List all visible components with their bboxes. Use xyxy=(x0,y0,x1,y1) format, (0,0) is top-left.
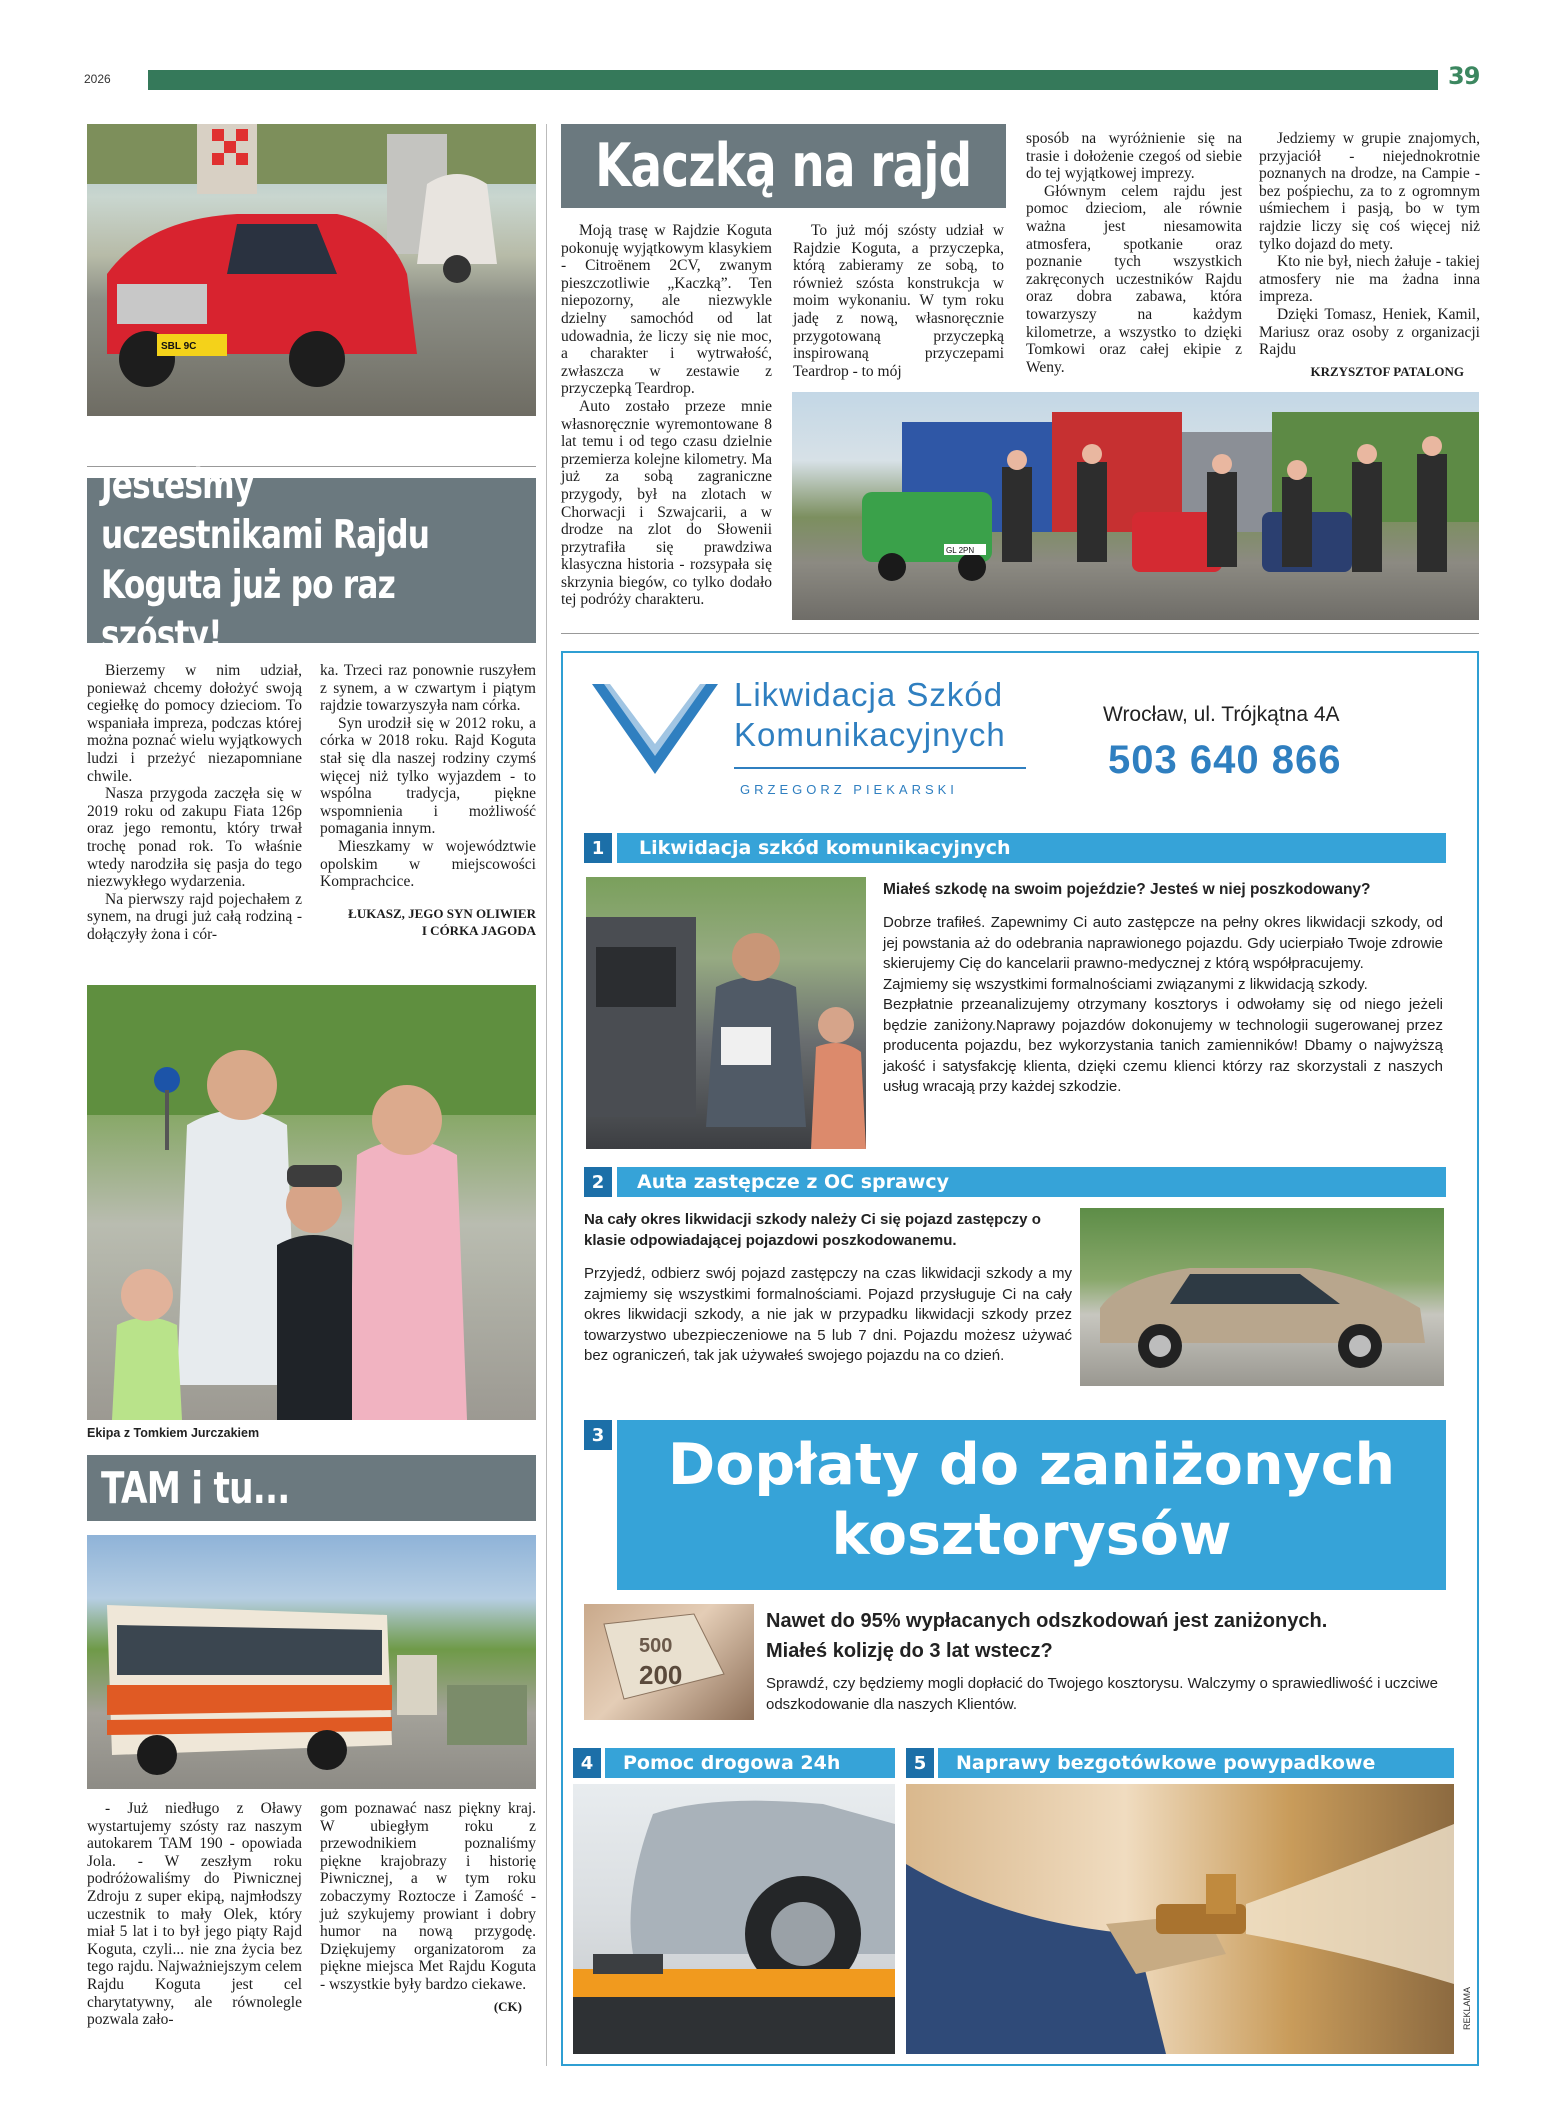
article-title: Kaczką na rajd xyxy=(595,131,972,201)
banknote-200: 200 xyxy=(639,1660,683,1690)
ad-address: Wrocław, ul. Trójkątna 4A xyxy=(1103,703,1340,726)
article2-column-2 xyxy=(320,662,536,940)
paragraph: Głównym celem rajdu jest pomoc dzieciom, ale równie ważna jest niesamowita atmosfera, spotkanie oraz poznanie tych wszystkich zakręconych uczestników Rajdu oraz dobra zabawa, która towarzyszy na każdym kilometrze, a wszystko to dzięki Tomkowi oraz całej ekipie z Weny. xyxy=(1026,182,1242,376)
article-heading-tam xyxy=(87,1455,536,1521)
article1-column-3 xyxy=(1026,130,1242,376)
photo-replacement-car xyxy=(1080,1208,1444,1386)
section-number-1: 1 xyxy=(584,833,612,863)
section3-body: Sprawdź, czy będziemy mogli dopłacić do Twojego kosztorysu. Walczymy o sprawiedliwość i uczciwe odszkodowanie dla naszych Klientów. xyxy=(766,1675,1438,1713)
section-title-3-line2: kosztorysów xyxy=(831,1502,1232,1568)
brand-owner: GRZEGORZ PIEKARSKI xyxy=(740,782,958,797)
section-title-5: Naprawy bezgotówkowe powypadkowe xyxy=(938,1748,1454,1778)
page-number: 39 xyxy=(1448,62,1480,90)
divider xyxy=(546,124,547,2066)
section-title-2: Auta zastępcze z OC sprawcy xyxy=(617,1167,1446,1197)
plate-text: GL 2PN xyxy=(946,546,975,555)
section1-lead: Miałeś szkodę na swoim pojeździe? Jesteś w niej poszkodowany? xyxy=(883,881,1371,898)
article-heading-jestesmy xyxy=(87,462,536,658)
plate-text: SBL 9C xyxy=(161,341,197,352)
paragraph: Auto zostało przeze mnie własnoręcznie wyremontowane 8 lat temu i od tego czasu dzielnie przemierza kolejne kilometry. Ma już za sobą zagraniczne przygody, był na zlotach w Chorwacji i Szwajcarii, a w drodze na zlot do Słowenii przytrafiła się prawdziwa klasyczna historia - rozsypała się skrzynia biegów, co tylko dodało tej podróży charakteru. xyxy=(561,397,772,609)
section3-lead-line2: Miałeś kolizję do 3 lat wstecz? xyxy=(766,1640,1053,1662)
section-title-4: Pomoc drogowa 24h xyxy=(605,1748,895,1778)
paragraph: To już mój szósty udział w Rajdzie Koguta, a przyczepka, którą zabieramy ze sobą, to również szósta konstrukcja w moim wykonaniu. W tym roku jadę z nową, własnoręcznie przygotowaną przyczepką inspirowaną przyczepami Teardrop - to mój xyxy=(793,222,1004,380)
logo-chevron-icon xyxy=(590,682,720,790)
section1-paragraph: Bezpłatnie przeanalizujemy otrzymany kosztorys i odwołamy się od niego jeżeli będzie zaniżony.Naprawy pojazdów dokonujemy w technologii sugerowanej przez producenta pojazdu, bez wykorzystania tanich zamienników! Dbamy o najwyższą jakość i satysfakcję klienta, dzięki czemu klienci którzy raz skorzystali z naszych usług wracają przy każdej szkodzie. xyxy=(883,996,1443,1095)
photo-tow-truck xyxy=(573,1784,895,2054)
section2-lead: Na cały okres likwidacji szkody należy Ci się pojazd zastępczy o klasie odpowiadającej pojazdowi poszkodowanemu. xyxy=(584,1211,1041,1249)
brand-name-line1: Likwidacja Szkód xyxy=(734,676,1004,713)
article-heading-kaczka xyxy=(561,124,1006,208)
article1-column-4 xyxy=(1259,130,1480,380)
photo-family xyxy=(87,985,536,1420)
section2-body: Przyjedź, odbierz swój pojazd zastępczy na czas likwidacji szkody a my zajmiemy się wszystkimi formalnościami. Pojazd przysługuje Ci na cały okres likwidacji szkody, a nie jak w przypadku likwidacji szkody przez towarzystwo ubezpieczeniowe na 5 lub 7 dni. Pojazdu możesz używać bez ograniczeń, tak jak używałeś swojego pojazdu na co dzień. xyxy=(584,1265,1072,1364)
section-title-3-line1: Dopłaty do zaniżonych xyxy=(667,1432,1396,1498)
photo-citroen-2cv xyxy=(87,124,536,416)
section-number-4: 4 xyxy=(573,1748,601,1778)
vertical-ad-label: REKLAMA xyxy=(1462,1986,1472,2030)
paragraph: Kto nie był, niech żałuje - takiej atmosfery nie ma żadna inna impreza. xyxy=(1259,253,1480,306)
photo-spray-painting xyxy=(906,1784,1454,2054)
paragraph: - Już niedługo z Oławy wystartujemy szósty raz naszym autokarem TAM 190 - opowiada Jola. - W zeszłym roku podróżowaliśmy do Piwnicznej Zdroju z super ekipą, najmłodszy uczestnik to mały Olek, który miał 5 lat i to był jego piąty Rajd Koguta, czyli... nie zna życia bez tego rajdu. Najważniejszym celem Rajdu Koguta jest cel charytatywny, ale równolegle pozwala zało- xyxy=(87,1800,302,2029)
article3-column-1 xyxy=(87,1800,302,2029)
section-number-2: 2 xyxy=(584,1167,612,1197)
paragraph: Moją trasę w Rajdzie Koguta pokonuję wyjątkowym klasykiem - Citroënem 2CV, zwanym pieszczotliwie „Kaczką”. Ten niepozorny, ale niezwykle dzielny samochód od lat udowadnia, że liczy się nie moc, a charakter i wytrwałość, zwłaszcza w zestawie z przyczepką Teardrop. xyxy=(561,222,772,398)
section1-body xyxy=(883,913,1443,1098)
paragraph: Dzięki Tomasz, Heniek, Kamil, Mariusz oraz osoby z organizacji Rajdu xyxy=(1259,305,1480,359)
header-bar xyxy=(148,70,1438,90)
section-title-1: Likwidacja szkód komunikacyjnych xyxy=(617,833,1446,863)
article1-column-2 xyxy=(793,222,1004,380)
ad-phone: 503 640 866 xyxy=(1108,738,1342,782)
page-year: 2026 xyxy=(84,72,111,86)
paragraph: Jedziemy w grupie znajomych, przyjaciół - niejednokrotnie poznanych na drodze, na Campie - bez pośpiechu, za to z ogromnym uśmiechem i pasją, bo w tym rajdzie liczy się coś więcej niż tylko dojazd do mety. xyxy=(1259,130,1480,253)
section1-paragraph: Dobrze trafiłeś. Zapewnimy Ci auto zastępcze na pełny okres likwidacji szkody, od jej powstania aż do odebrania naprawionego pojazdu. Gdy ucierpiało Twoje zdrowie skierujemy Cię do kancelarii prawno-medycznej z którą współpracujemy. xyxy=(883,914,1443,972)
photo-caption: Ekipa z Tomkiem Jurczakiem xyxy=(87,1426,260,1440)
section-number-3: 3 xyxy=(584,1420,612,1450)
article2-signature-line1: ŁUKASZ, JEGO SYN OLIWIER xyxy=(348,905,536,921)
article3-column-2 xyxy=(320,1800,536,2015)
article1-column-1 xyxy=(561,222,772,609)
photo-banknotes xyxy=(584,1604,754,1720)
section1-paragraph: Zajmiemy się wszystkimi formalnościami związanymi z likwidacją szkody. xyxy=(883,975,1368,993)
section3-lead-line1: Nawet do 95% wypłacanych odszkodowań jest zaniżonych. xyxy=(766,1610,1328,1632)
article3-signature: (CK) xyxy=(493,1998,522,2014)
paragraph: Na pierwszy rajd pojechałem z synem, na drugi już całą rodziną - dołączyły żona i cór- xyxy=(87,890,302,943)
article-title: Jesteśmy uczestnikami Rajdu Koguta już po raz szósty! xyxy=(101,462,430,658)
article1-signature: KRZYSZTOF PATALONG xyxy=(1310,363,1464,379)
paragraph: Syn urodził się w 2012 roku, a córka w 2018 roku. Rajd Koguta stał się dla naszej rodziny czymś więcej niż tylko wyjazdem - to wspólna tradycja, piękne wspomnienia i możliwość pomagania innym. xyxy=(320,714,536,838)
paragraph: Mieszkamy w województwie opolskim w miejscowości Komprachcice. xyxy=(320,837,536,891)
brand-underline xyxy=(734,767,1026,769)
paragraph: Nasza przygoda zaczęła się w 2019 roku od zakupu Fiata 126p oraz jego remontu, który trwał trochę ponad rok. To właśnie wtedy narodziła się pasja do tego niezwykłego wydarzenia. xyxy=(87,785,302,891)
paragraph: Bierzemy w nim udział, ponieważ chcemy dołożyć swoją cegiełkę do pomocy dzieciom. To wspaniała impreza, podczas której można poznać wielu wyjątkowych ludzi i przeżyć niezapomniane chwile. xyxy=(87,662,302,785)
article2-signature-line2: I CÓRKA JAGODA xyxy=(421,923,536,939)
divider xyxy=(561,633,1479,634)
paragraph: gom poznawać nasz piękny kraj. W ubiegłym roku z przewodnikiem poznaliśmy piękne krajobrazy i historię Piwnicznej, a w tym roku zobaczymy Roztocze i Zamość - już szykujemy prowiant i dobry humor na nową przygodę. Dziękujemy organizatorom za piękne miejsca Met Rajdu Koguta - wszystkie były bardzo ciekawe. xyxy=(320,1800,536,1993)
photo-group-trucks xyxy=(792,392,1479,620)
photo-tam-bus xyxy=(87,1535,536,1789)
article-title: TAM i tu... xyxy=(101,1462,290,1514)
article2-column-1 xyxy=(87,662,302,944)
photo-insurance-agent xyxy=(586,877,866,1149)
section-number-5: 5 xyxy=(906,1748,934,1778)
banknote-500: 500 xyxy=(639,1635,673,1657)
paragraph: ka. Trzeci raz ponownie ruszyłem z synem, a w czwartym i piątym rajdzie towarzyszyła nam córka. xyxy=(320,662,536,715)
brand-name-line2: Komunikacyjnych xyxy=(734,716,1006,753)
paragraph: sposób na wyróżnienie się na trasie i dołożenie czegoś od siebie do tej wyjątkowej imprezy. xyxy=(1026,130,1242,183)
